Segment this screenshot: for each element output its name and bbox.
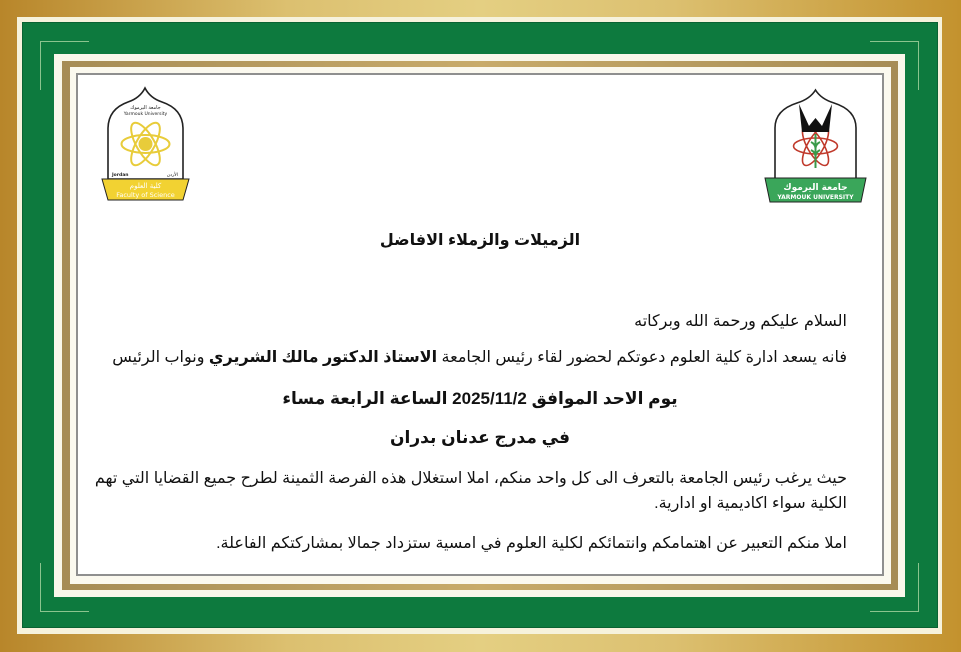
president-name: الاستاذ الدكتور مالك الشريري xyxy=(208,349,438,366)
invitation-line xyxy=(112,347,847,367)
logo-country-ar: الأردن xyxy=(166,173,178,178)
logo-banner-en: YARMOUK UNIVERSITY xyxy=(777,194,854,201)
logo-country-en: Jordan xyxy=(112,173,129,178)
logo-top-text-en: Yarmouk University xyxy=(123,112,168,117)
invitation-content xyxy=(78,75,882,574)
greeting: السلام عليكم ورحمة الله وبركاته xyxy=(634,313,847,330)
yarmouk-university-logo xyxy=(763,88,868,206)
faculty-of-science-logo xyxy=(98,84,193,206)
logo-banner-ar: كلية العلوم xyxy=(129,182,162,190)
purpose-paragraph: حيث يرغب رئيس الجامعة بالتعرف الى كل واحد منكم، املا استغلال هذه الفرصة الثمينة لطرح جميع القضايا التي تهم الكلية سواء اكاديمية او ادارية. xyxy=(94,470,847,512)
logo-banner-en: Faculty of Science xyxy=(116,191,175,199)
event-date-time: يوم الاحد الموافق 2025/11/2 الساعة الرابعة مساء xyxy=(282,389,678,408)
event-location: في مدرج عدنان بدران xyxy=(390,428,570,447)
logo-banner-ar: جامعة اليرموك xyxy=(783,183,848,193)
invitation-text-before: فانه يسعد ادارة كلية العلوم دعوتكم لحضور لقاء رئيس الجامعة xyxy=(437,349,847,366)
salutation-title: الزميلات والزملاء الافاضل xyxy=(379,232,581,249)
invitation-text-after: ونواب الرئيس xyxy=(112,349,209,366)
logo-top-text-ar: جامعة اليرموك xyxy=(130,105,161,111)
closing-paragraph: املا منكم التعبير عن اهتمامكم وانتمائكم لكلية العلوم في امسية ستزداد جمالا بمشاركتكم الفاعلة. xyxy=(216,535,847,552)
